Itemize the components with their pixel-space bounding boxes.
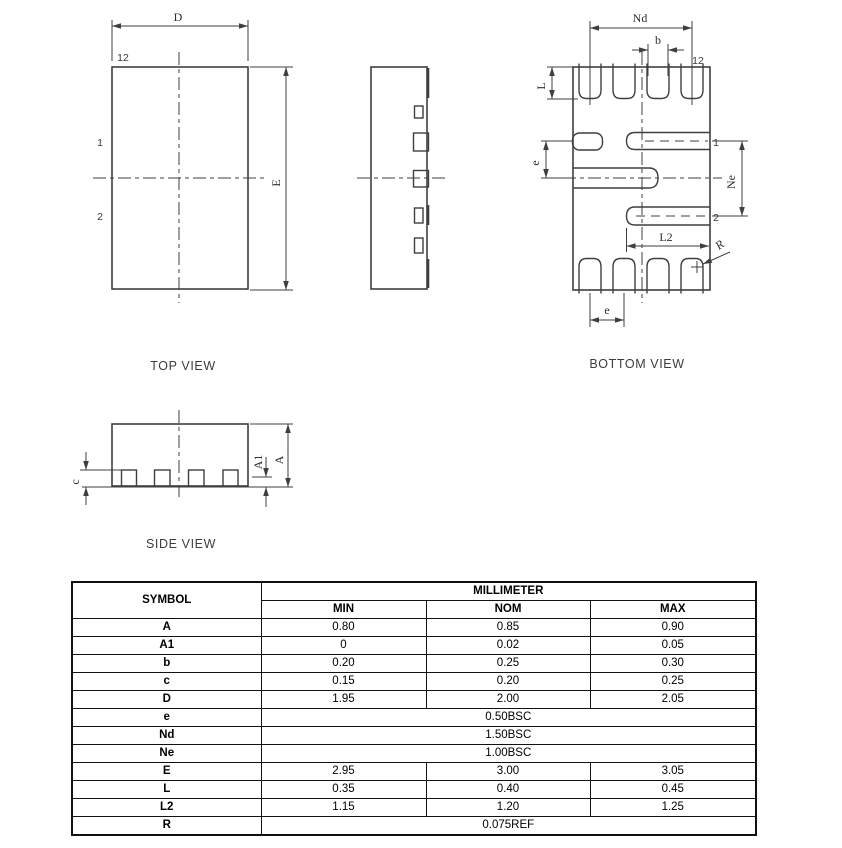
pad-outline: [647, 64, 669, 99]
table-row: [72, 691, 756, 709]
symbol-cell: A1: [72, 637, 261, 655]
table-header-row: [72, 582, 756, 601]
table-row: [72, 727, 756, 745]
pin-label-2: 2: [713, 212, 719, 224]
dim-label-a: A: [272, 455, 286, 465]
nom-cell: 0.25: [426, 655, 590, 673]
nom-cell: 0.02: [426, 637, 590, 655]
nom-header-cell: NOM: [426, 601, 590, 619]
dim-label-l2: L2: [659, 230, 673, 244]
dim-label-e: E: [269, 179, 283, 187]
table-row: [72, 709, 756, 727]
nom-cell: 1.20: [426, 799, 590, 817]
max-cell: 0.05: [590, 637, 756, 655]
max-cell: 0.30: [590, 655, 756, 673]
radius-leader-line: [703, 252, 730, 264]
symbol-cell: L: [72, 781, 261, 799]
pad-outline: [573, 133, 603, 150]
side-view-title: SIDE VIEW: [146, 537, 216, 551]
pin-label-2: 2: [97, 211, 103, 223]
bottom-view: [528, 11, 748, 327]
min-cell: 0.15: [261, 673, 426, 691]
dim-label-a1: A1: [251, 454, 265, 470]
side-view: [68, 410, 293, 507]
table-row: [72, 673, 756, 691]
pin-label-12: 12: [692, 55, 704, 67]
min-cell: 0.20: [261, 655, 426, 673]
dim-label-c: c: [68, 479, 82, 485]
dim-label-ne: Ne: [724, 175, 738, 189]
pad-outline: [189, 470, 205, 487]
symbol-cell: Nd: [72, 727, 261, 745]
symbol-cell: Ne: [72, 745, 261, 763]
front-profile-view: [357, 67, 445, 289]
pad-outline: [415, 208, 424, 223]
max-cell: 1.25: [590, 799, 756, 817]
dim-label-nd: Nd: [632, 11, 648, 25]
symbol-cell: L2: [72, 799, 261, 817]
symbol-header-cell: SYMBOL: [72, 582, 261, 619]
symbol-cell: R: [72, 817, 261, 836]
min-cell: 0: [261, 637, 426, 655]
symbol-cell: e: [72, 709, 261, 727]
symbol-cell: b: [72, 655, 261, 673]
max-cell: 0.90: [590, 619, 756, 637]
nom-cell: 3.00: [426, 763, 590, 781]
max-cell: 0.45: [590, 781, 756, 799]
span-value-cell: 1.50BSC: [261, 727, 756, 745]
span-value-cell: 1.00BSC: [261, 745, 756, 763]
pad-outline: [122, 470, 137, 487]
min-cell: 1.15: [261, 799, 426, 817]
pad-outline: [415, 106, 424, 118]
pad-outline: [613, 259, 635, 294]
min-cell: 1.95: [261, 691, 426, 709]
table-row: [72, 655, 756, 673]
dim-label-d: D: [173, 10, 183, 24]
table-row: [72, 799, 756, 817]
symbol-cell: A: [72, 619, 261, 637]
span-value-cell: 0.075REF: [261, 817, 756, 836]
dim-label-e-left: e: [528, 160, 542, 166]
bottom-view-title: BOTTOM VIEW: [589, 357, 685, 371]
dimension-table: [71, 581, 757, 836]
max-cell: 2.05: [590, 691, 756, 709]
table-row: [72, 745, 756, 763]
pad-outline: [579, 259, 601, 294]
unit-header-cell: MILLIMETER: [261, 582, 756, 601]
top-view: [93, 10, 293, 303]
min-header-cell: MIN: [261, 601, 426, 619]
symbol-cell: E: [72, 763, 261, 781]
pad-outline: [223, 470, 238, 487]
dim-label-b: b: [655, 33, 661, 47]
max-cell: 3.05: [590, 763, 756, 781]
side-view-body-outline: [112, 424, 248, 486]
dim-label-r: R: [712, 237, 727, 253]
nom-cell: 0.40: [426, 781, 590, 799]
min-cell: 0.35: [261, 781, 426, 799]
pin-label-1: 1: [97, 137, 103, 149]
top-view-title: TOP VIEW: [150, 359, 216, 373]
symbol-cell: D: [72, 691, 261, 709]
nom-cell: 0.20: [426, 673, 590, 691]
max-cell: 0.25: [590, 673, 756, 691]
dim-label-e-bottom: e: [604, 303, 610, 317]
pad-outline: [647, 259, 669, 294]
table-row: [72, 619, 756, 637]
table-row: [72, 781, 756, 799]
table-row: [72, 637, 756, 655]
pin-label-1: 1: [713, 137, 719, 149]
pad-outline: [415, 238, 424, 253]
dim-label-l: L: [534, 82, 548, 90]
min-cell: 0.80: [261, 619, 426, 637]
nom-cell: 0.85: [426, 619, 590, 637]
pad-outline: [613, 64, 635, 99]
pad-outline: [681, 259, 703, 294]
table-row: [72, 817, 756, 836]
min-cell: 2.95: [261, 763, 426, 781]
table-row: [72, 763, 756, 781]
pad-outline: [155, 470, 171, 487]
span-value-cell: 0.50BSC: [261, 709, 756, 727]
nom-cell: 2.00: [426, 691, 590, 709]
symbol-cell: c: [72, 673, 261, 691]
max-header-cell: MAX: [590, 601, 756, 619]
pin-label-12: 12: [117, 52, 129, 64]
